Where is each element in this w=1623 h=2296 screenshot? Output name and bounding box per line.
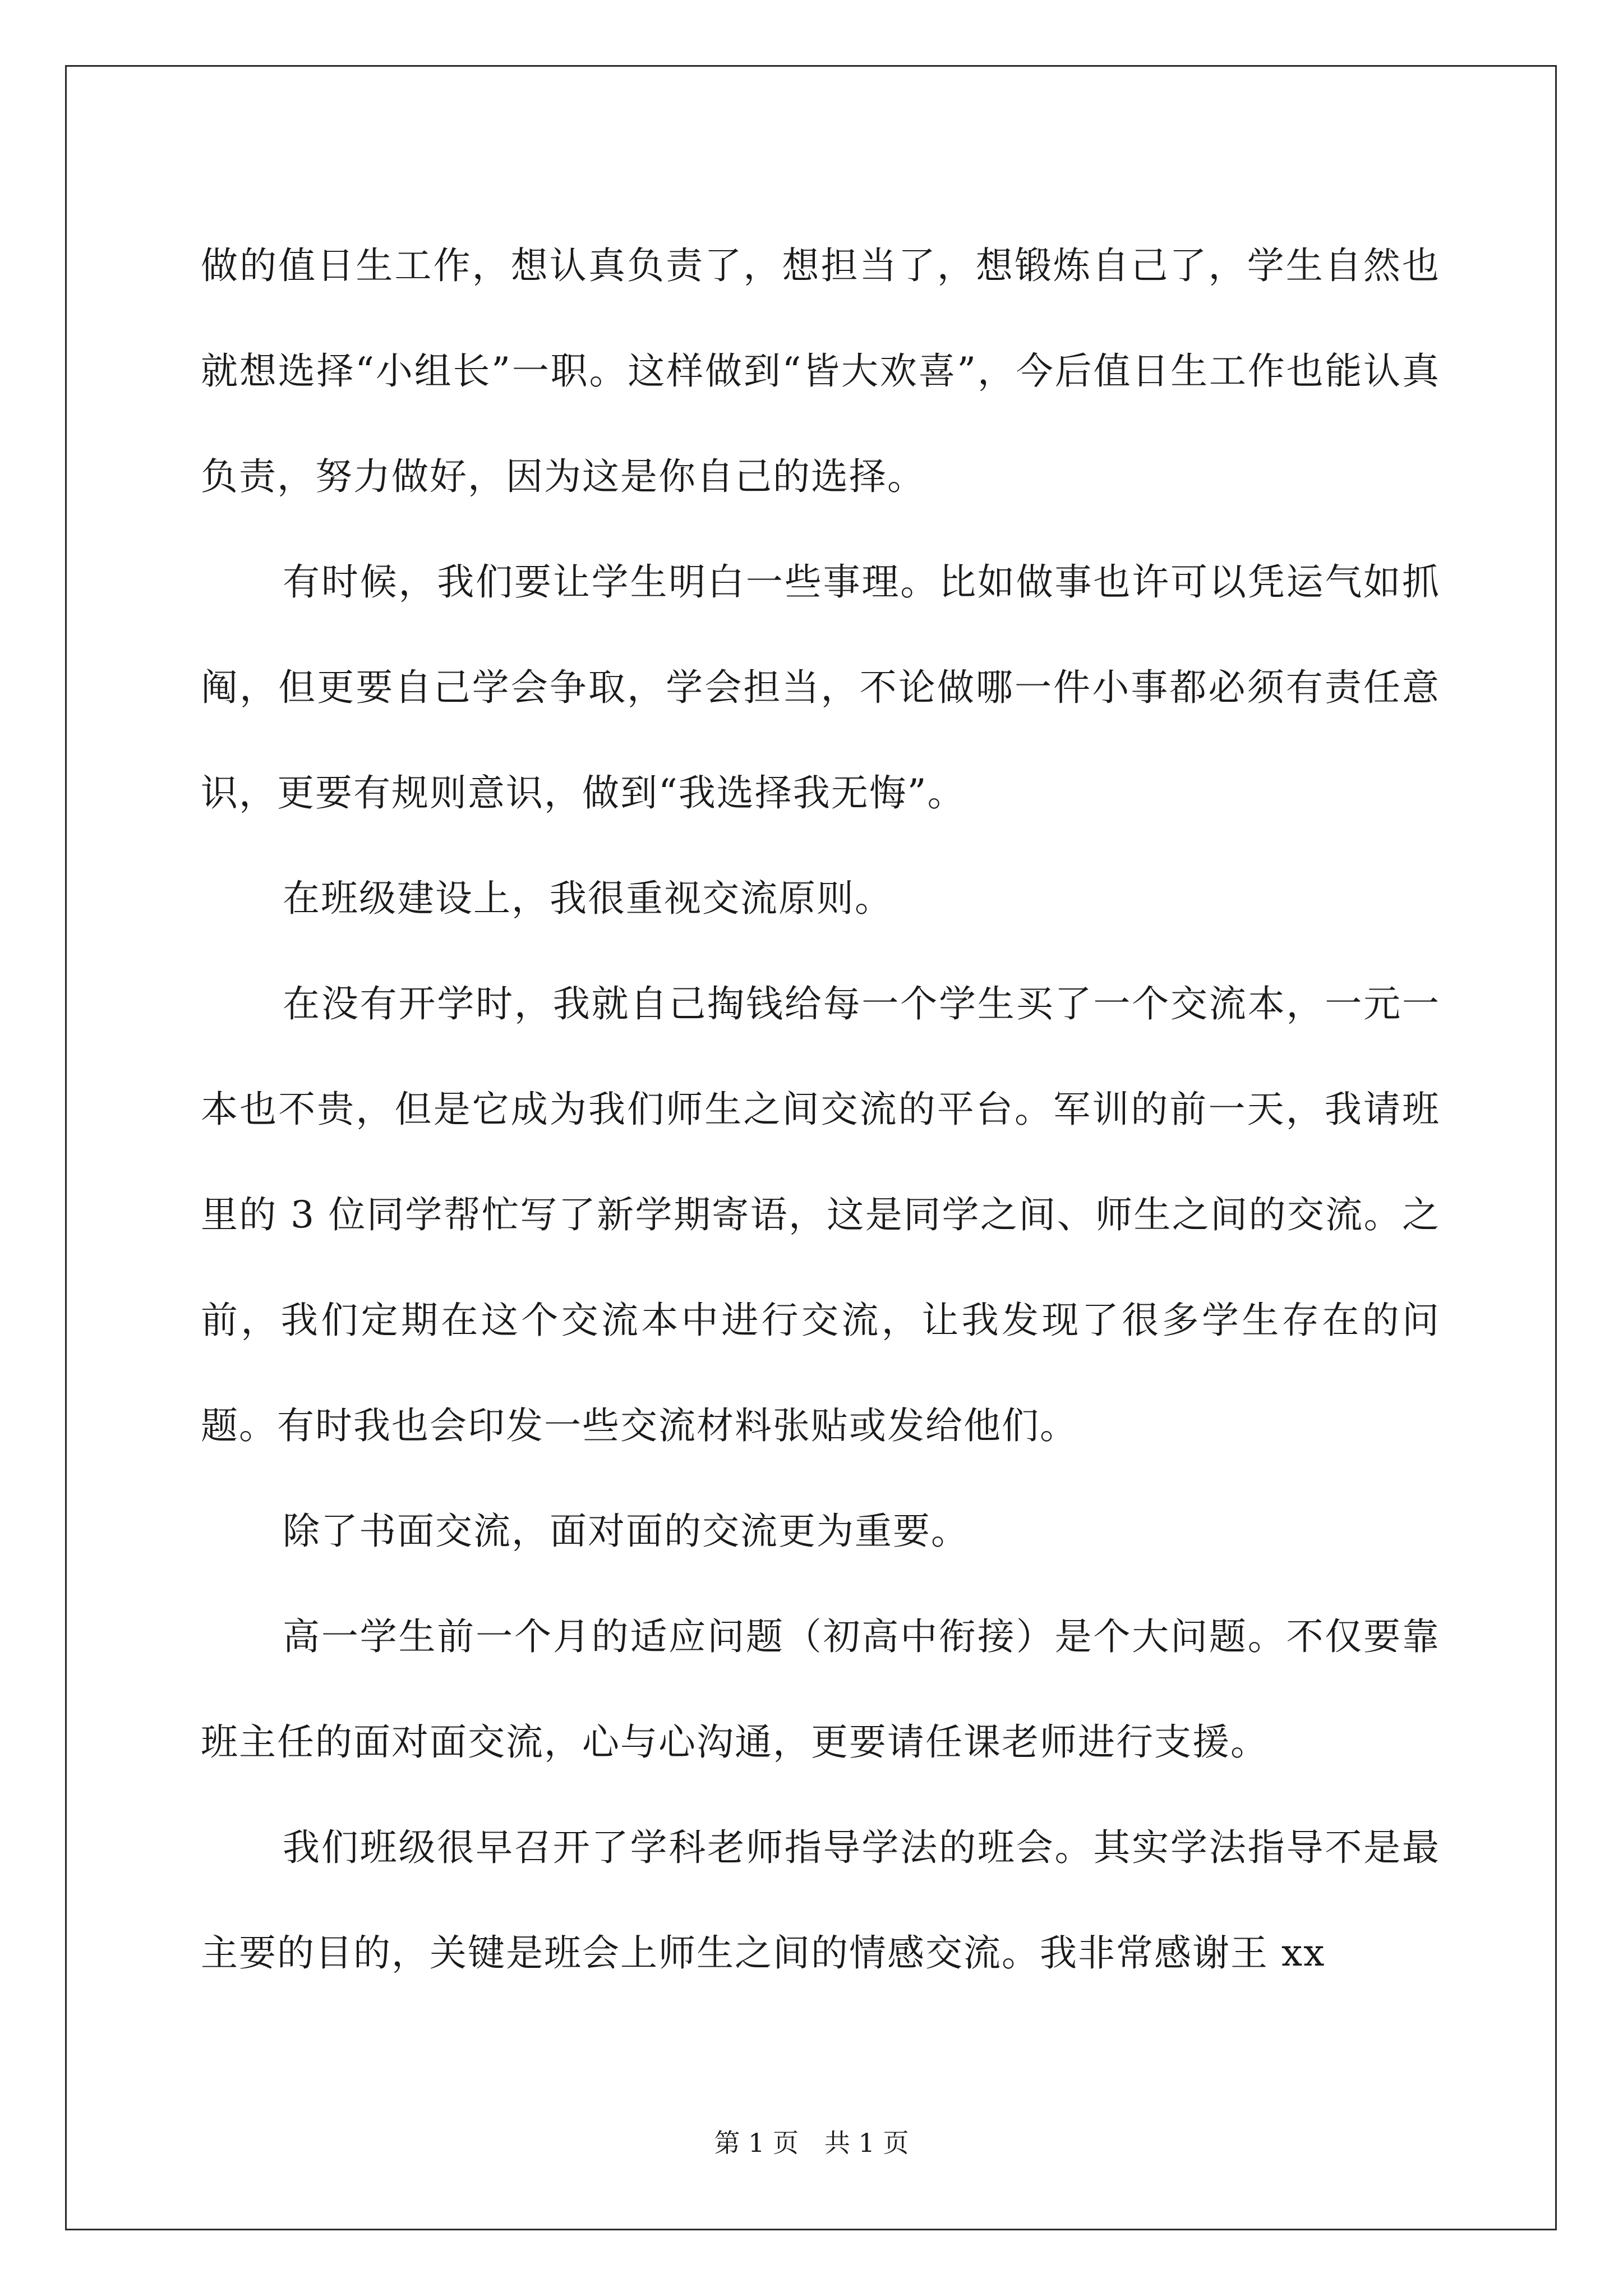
document-body — [201, 213, 1440, 2006]
page-total: 共 1 页 — [824, 2128, 909, 2158]
paragraph: 我们班级很早召开了学科老师指导学法的班会。其实学法指导不是最主要的目的，关键是班会上师生之间的情感交流。我非常感谢王 xx — [201, 1826, 1440, 1975]
page-number: 第 1 页 — [714, 2128, 799, 2158]
paragraph: 做的值日生工作，想认真负责了，想担当了，想锻炼自己了，学生自然也就想选择“小组长”一职。这样做到“皆大欢喜”，今后值日生工作也能认真负责，努力做好，因为这是你自己的选择。 — [201, 244, 1440, 498]
page-footer — [0, 2126, 1623, 2160]
paragraph: 在没有开学时，我就自己掏钱给每一个学生买了一个交流本，一元一本也不贵，但是它成为我们师生之间交流的平台。军训的前一天，我请班里的 3 位同学帮忙写了新学期寄语，这是同学之间、师生之间的交流。之前，我们定期在这个交流本中进行交流，让我发现了很多学生存在的问题。有时我也会印发一些交流材料张贴或发给他们。 — [201, 982, 1440, 1447]
paragraph: 在班级建设上，我很重视交流原则。 — [283, 877, 893, 920]
paragraph: 除了书面交流，面对面的交流更为重要。 — [283, 1510, 969, 1553]
paragraph: 有时候，我们要让学生明白一些事理。比如做事也许可以凭运气如抓阄，但更要自己学会争取，学会担当，不论做哪一件小事都必须有责任意识，更要有规则意识，做到“我选择我无悔”。 — [201, 560, 1440, 815]
paragraph: 高一学生前一个月的适应问题（初高中衔接）是个大问题。不仅要靠班主任的面对面交流，心与心沟通，更要请任课老师进行支援。 — [201, 1615, 1440, 1764]
